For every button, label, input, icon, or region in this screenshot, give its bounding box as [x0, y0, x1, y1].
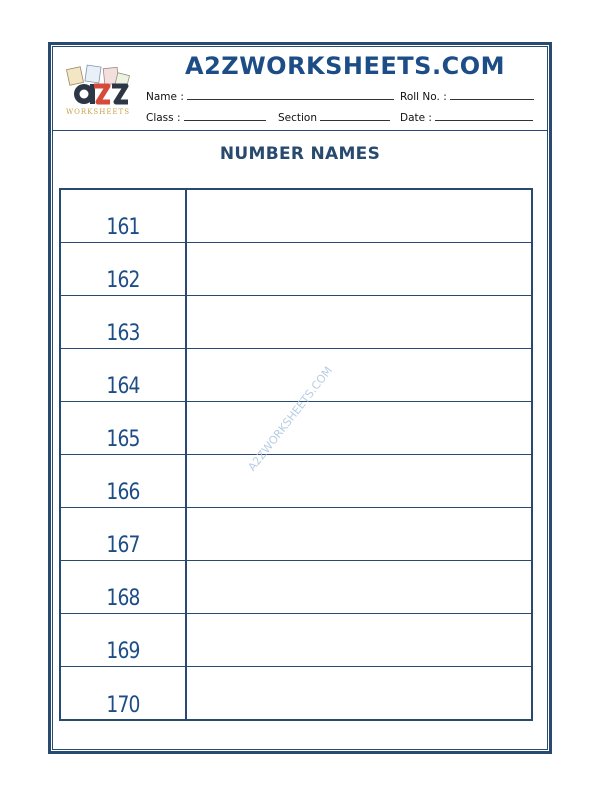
answer-cell[interactable]: [187, 561, 531, 613]
logo-mark-icon: [58, 64, 138, 110]
answer-cell[interactable]: [187, 190, 531, 242]
table-row: [61, 455, 531, 508]
answer-cell[interactable]: [187, 508, 531, 560]
date-blank[interactable]: [435, 110, 533, 121]
table-row: [61, 349, 531, 402]
class-blank[interactable]: [184, 110, 266, 121]
answer-cell[interactable]: [187, 667, 531, 720]
table-row: [61, 561, 531, 614]
logo-text: WORKSHEETS: [65, 108, 131, 116]
worksheet-title: NUMBER NAMES: [219, 144, 381, 164]
header-divider: [52, 130, 548, 131]
number-cell: 170: [106, 693, 140, 718]
number-cell: 167: [106, 533, 140, 558]
table-row: [61, 614, 531, 667]
watermark: A2ZWORKSHEETS.COM: [245, 364, 335, 474]
number-cell: 165: [106, 427, 140, 452]
number-cell: 166: [106, 480, 140, 505]
roll-no-field[interactable]: [400, 89, 534, 103]
number-cell: 168: [106, 586, 140, 611]
table-row: [61, 296, 531, 349]
class-label: Class :: [146, 112, 181, 124]
answer-cell[interactable]: [187, 349, 531, 401]
number-cell: 162: [106, 268, 140, 293]
number-names-table: [59, 188, 533, 721]
number-cell: 163: [106, 321, 140, 346]
class-field[interactable]: [146, 110, 266, 124]
date-field[interactable]: [400, 110, 533, 124]
roll-no-blank[interactable]: [450, 89, 534, 100]
number-cell: 169: [106, 639, 140, 664]
site-title: A2ZWORKSHEETS.COM: [185, 52, 505, 80]
name-label: Name :: [146, 91, 184, 103]
number-cell: 161: [106, 215, 140, 240]
number-cell: 164: [106, 374, 140, 399]
name-blank[interactable]: [187, 89, 394, 100]
answer-cell[interactable]: [187, 243, 531, 295]
section-blank[interactable]: [320, 110, 390, 121]
table-row: [61, 667, 531, 720]
answer-cell[interactable]: [187, 455, 531, 507]
table-row: [61, 243, 531, 296]
name-field[interactable]: [146, 89, 394, 103]
a2z-logo: [58, 64, 138, 122]
section-field[interactable]: [278, 110, 390, 124]
date-label: Date :: [400, 112, 432, 124]
table-row: [61, 508, 531, 561]
answer-cell[interactable]: [187, 614, 531, 666]
answer-cell[interactable]: [187, 402, 531, 454]
section-label: Section: [278, 112, 318, 124]
roll-no-label: Roll No. :: [400, 91, 447, 103]
table-row: [61, 190, 531, 243]
